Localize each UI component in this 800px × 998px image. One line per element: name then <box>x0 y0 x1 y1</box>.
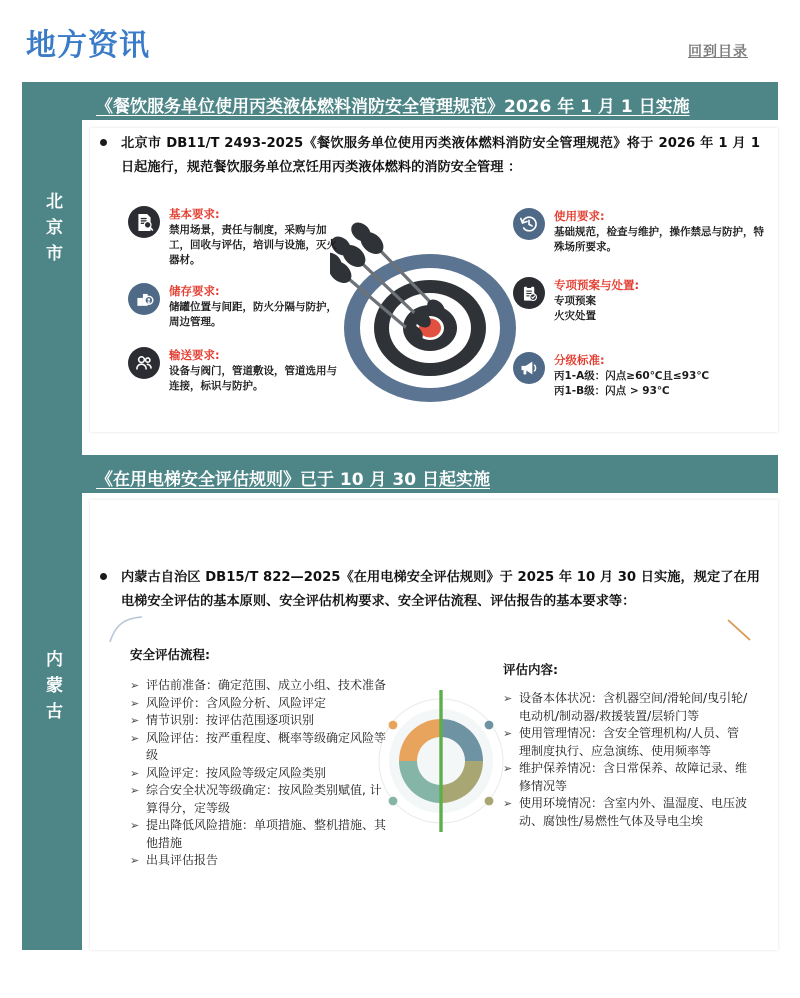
info-title: 储存要求: <box>169 284 220 298</box>
list-item <box>503 760 751 795</box>
list-item <box>130 782 388 817</box>
info-desc: 设备与阀门，管道敷设，管道选用与连接，标识与防护。 <box>169 365 337 392</box>
arrow-icon: ➢ <box>130 819 140 832</box>
list-item <box>503 725 751 760</box>
clipboard-check-icon <box>513 277 545 309</box>
list-item-label: 使用环境情况：含室内外、温湿度、电压波动、腐蚀性/易燃性气体及导电尘埃 <box>519 796 748 828</box>
rail-beijing <box>22 82 82 460</box>
band-title-inner-mongolia: 《在用电梯安全评估规则》已于 10 月 30 日起实施 <box>96 470 490 490</box>
arrow-icon: ➢ <box>130 766 140 780</box>
megaphone-icon <box>513 352 545 384</box>
rail-label-beijing: 北京市 <box>42 192 62 270</box>
clock-history-icon <box>513 208 545 240</box>
page-title: 地方资讯 <box>26 28 150 63</box>
bullet-text-inner-mongolia: 内蒙古自治区 DB15/T 822—2025《在用电梯安全评估规则》于 2025 年 10 月 30 日实施，规定了在用电梯安全评估的基本原则、安全评估机构要求、安全评估流程、评估报告的基本要求等： <box>121 570 760 609</box>
bullet-inner-mongolia <box>100 566 760 614</box>
arrow-icon: ➢ <box>503 762 513 775</box>
info-desc: 专项预案 火灾处置 <box>554 295 596 322</box>
storage-location-icon <box>128 283 160 315</box>
arrow-icon: ➢ <box>130 696 140 710</box>
back-to-contents-link[interactable]: 回到目录 <box>688 43 748 59</box>
arrow-icon: ➢ <box>130 854 140 867</box>
arrow-icon: ➢ <box>503 727 513 740</box>
list-item-label: 情节识别：按评估范围逐项识别 <box>146 713 315 727</box>
list-item-label: 维护保养情况：含日常保养、故障记录、维修情况等 <box>519 761 748 793</box>
donut-chart-icon <box>368 688 514 834</box>
info-title: 输送要求: <box>169 348 220 362</box>
bullet-dot-icon <box>100 573 107 580</box>
safety-evaluation-process-list <box>130 677 388 870</box>
info-desc: 禁用场景，责任与制度，采购与加工，回收与评估，培训与设施，灭火器材。 <box>169 224 337 266</box>
left-panel-heading: 安全评估流程: <box>130 647 210 662</box>
list-item-label: 风险评价：含风险分析、风险评定 <box>146 695 327 710</box>
bullet-dot-icon <box>100 139 107 146</box>
list-item <box>130 852 388 870</box>
page-header <box>0 0 800 80</box>
list-item-label: 评估前准备：确定范围、成立小组、技术准备 <box>146 678 387 692</box>
list-item <box>130 730 388 765</box>
arrow-icon: ➢ <box>503 797 513 810</box>
arrow-icon: ➢ <box>130 679 140 692</box>
list-item-label: 出具评估报告 <box>146 853 219 867</box>
list-item-label: 设备本体状况：含机器空间/滑轮间/曳引轮/电动机/制动器/救援装置/层轿门等 <box>519 691 748 723</box>
band-title-beijing: 《餐饮服务单位使用丙类液体燃料消防安全管理规范》2026 年 1 月 1 日实施 <box>96 97 690 117</box>
info-desc: 丙1-A级：闪点≥60℃且≤93℃ 丙1-B级：闪点 > 93℃ <box>554 370 710 397</box>
list-item <box>130 712 388 730</box>
info-desc: 基础规范，检查与维护，操作禁忌与防护，特殊场所要求。 <box>554 226 764 253</box>
list-item-label: 风险评定：按风险等级定风险类别 <box>146 765 327 780</box>
right-panel-heading: 评估内容: <box>503 662 558 677</box>
people-icon <box>128 347 160 379</box>
document-search-icon <box>128 206 160 238</box>
list-item-label: 综合安全状况等级确定：按风险类别赋值, 计算得分，定等级 <box>146 783 382 815</box>
info-title: 使用要求: <box>554 209 605 223</box>
arrow-icon: ➢ <box>130 784 140 797</box>
list-item <box>130 695 388 713</box>
info-title: 专项预案与处置: <box>554 278 640 292</box>
corner-arc-right-decoration <box>726 618 760 644</box>
bullet-text-beijing: 北京市 DB11/T 2493-2025《餐饮服务单位使用丙类液体燃料消防安全管理规范》将于 2026 年 1 月 1 日起施行，规范餐饮服务单位烹饪用丙类液体燃料的消防安全管理 ： <box>121 136 760 175</box>
info-item-storage-requirements <box>128 283 343 330</box>
list-item <box>130 677 388 695</box>
info-item-transport-requirements <box>128 347 343 394</box>
list-item <box>503 795 751 830</box>
corner-arc-left-decoration <box>108 616 148 644</box>
info-item-basic-requirements <box>128 206 343 268</box>
list-item <box>503 690 751 725</box>
bullet-beijing <box>100 132 760 180</box>
info-title: 基本要求: <box>169 207 220 221</box>
arrow-icon: ➢ <box>130 714 140 727</box>
list-item <box>130 765 388 783</box>
list-item-label: 提出降低风险措施：单项措施、整机措施、其他措施 <box>146 818 387 850</box>
info-item-grading-standard <box>513 352 765 399</box>
list-item-label: 使用管理情况：含安全管理机构/人员、管理制度执行、应急演练、使用频率等 <box>519 726 740 758</box>
rail-label-inner-mongolia: 内蒙古 <box>42 650 62 728</box>
evaluation-content-list <box>503 690 751 830</box>
info-item-usage-requirements <box>513 208 765 255</box>
list-item <box>130 817 388 852</box>
info-item-emergency-plan <box>513 277 765 324</box>
arrow-icon: ➢ <box>503 692 513 705</box>
dartboard-target-icon <box>330 218 530 418</box>
arrow-icon: ➢ <box>130 731 140 745</box>
list-item-label: 风险评估：按严重程度、概率等级确定风险等级 <box>146 730 387 762</box>
info-title: 分级标准: <box>554 353 605 367</box>
info-desc: 储罐位置与间距，防火分隔与防护，周边管理。 <box>169 301 337 328</box>
